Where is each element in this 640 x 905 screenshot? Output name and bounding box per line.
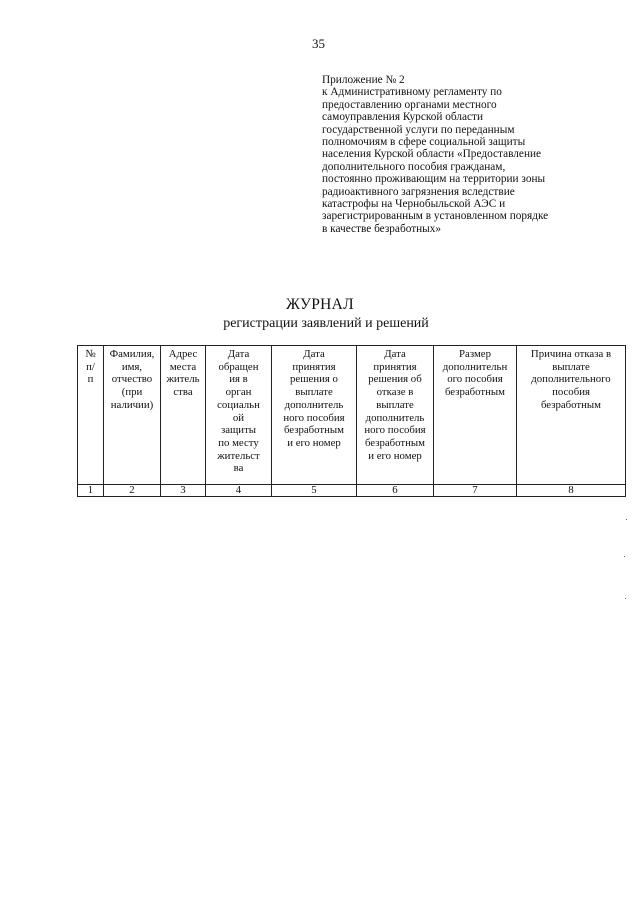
column-number-cell: 5 (272, 485, 357, 497)
appendix-line: постоянно проживающим на территории зоны (322, 173, 546, 186)
column-number-cell: 7 (434, 485, 517, 497)
document-subtitle: регистрации заявлений и решений (223, 316, 429, 331)
column-number-cell: 8 (517, 485, 626, 497)
column-number-cell: 3 (161, 485, 206, 497)
page-number: 35 (312, 36, 325, 51)
appendix-block (322, 74, 592, 235)
column-number-row (78, 485, 626, 497)
appendix-line: предоставлению органами местного (322, 98, 497, 111)
header-cell-application-date: Дата обращен ия в орган социальн ой защиты по месту жительст ва (206, 346, 272, 485)
journal-table (77, 345, 626, 497)
appendix-line: населения Курской области «Предоставление (322, 148, 542, 161)
appendix-line: зарегистрированным в установленном порядке (322, 210, 549, 223)
header-cell-refusal-decision-date: Дата принятия решения об отказе в выплате дополнитель ного пособия безработным и его номер (357, 346, 434, 485)
appendix-line: радиоактивного загрязнения вследствие (322, 185, 515, 198)
column-number-cell: 4 (206, 485, 272, 497)
column-number-cell: 2 (104, 485, 161, 497)
table-header-row (78, 346, 626, 485)
appendix-line: полномочиям в сфере социальной защиты (322, 136, 526, 149)
appendix-line: Приложение № 2 (322, 74, 405, 86)
column-number-cell: 1 (78, 485, 104, 497)
header-cell-address: Адрес места житель ства (161, 346, 206, 485)
document-title: ЖУРНАЛ (286, 296, 354, 313)
header-cell-payment-decision-date: Дата принятия решения о выплате дополнитель ного пособия безработным и его номер (272, 346, 357, 485)
scan-speck (626, 519, 627, 520)
appendix-line: самоуправления Курской области (322, 111, 484, 124)
appendix-line: к Административному регламенту по (322, 86, 502, 99)
header-cell-number: № п/ п (78, 346, 104, 485)
header-cell-full-name: Фамилия, имя, отчество (при наличии) (104, 346, 161, 485)
scan-speck (625, 598, 626, 599)
header-cell-refusal-reason: Причина отказа в выплате дополнительного пособия безработным (517, 346, 626, 485)
scan-speck (624, 556, 625, 557)
header-cell-benefit-amount: Размер дополнительн ого пособия безработным (434, 346, 517, 485)
appendix-line: дополнительного пособия гражданам, (322, 160, 506, 173)
appendix-line: в качестве безработных» (322, 222, 442, 235)
appendix-line: катастрофы на Чернобыльской АЭС и (322, 198, 506, 211)
column-number-cell: 6 (357, 485, 434, 497)
appendix-line: государственной услуги по переданным (322, 123, 515, 136)
